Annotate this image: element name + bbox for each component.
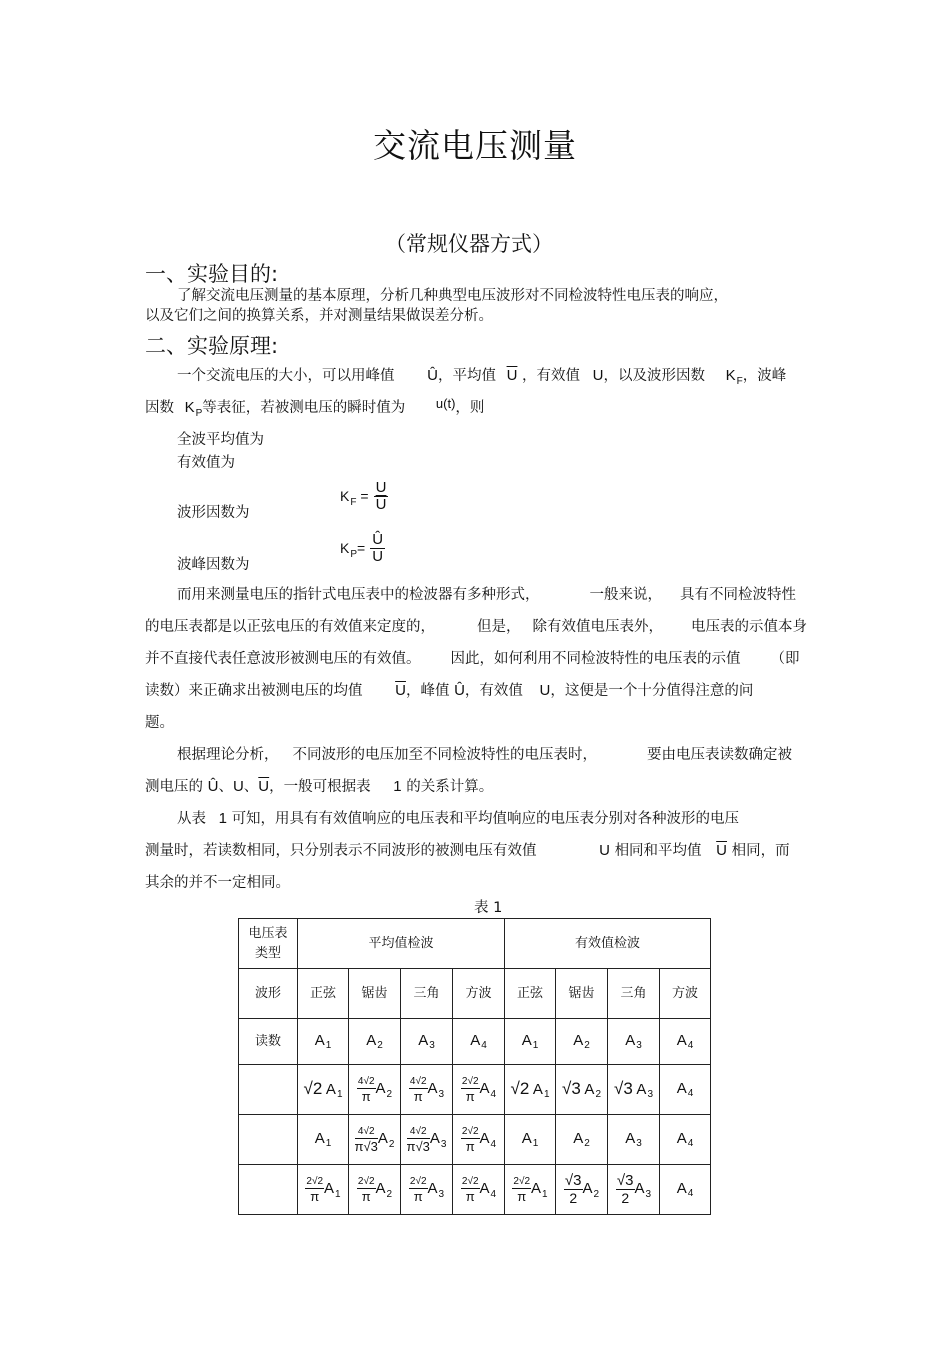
page-title: 交流电压测量: [373, 126, 577, 165]
row-label-empty: [239, 1165, 298, 1215]
waveform-cell: 正弦: [505, 969, 556, 1019]
table-row: [239, 1019, 711, 1065]
page-subtitle: （常规仪器方式）: [385, 232, 553, 256]
formula-cell: √2 $A_1$: [298, 1065, 349, 1115]
formula-cell: $\frac{2√2}{\pi}$ $A_1$: [505, 1165, 556, 1215]
formula-cell: $\frac{√3}{2}$ $A_2$: [556, 1165, 608, 1215]
formula-cell: $\frac{2√2}{\pi}$ $A_3$: [401, 1165, 453, 1215]
rms-label: 有效值为: [177, 455, 235, 471]
form-factor-label: 波形因数为: [177, 505, 250, 521]
waveform-cell: 三角: [608, 969, 660, 1019]
reading-cell: $A_3$: [608, 1019, 660, 1065]
kp-symbol: $K_P$: [184, 399, 203, 419]
reading-cell: $A_2$: [349, 1019, 401, 1065]
formula-cell: $A_4$: [660, 1115, 711, 1165]
reading-cell: $A_3$: [401, 1019, 453, 1065]
reading-cell: $A_4$: [453, 1019, 505, 1065]
reading-cell: $A_1$: [505, 1019, 556, 1065]
kf-symbol: $K_F$: [725, 367, 743, 387]
formula-cell: $A_4$: [660, 1065, 711, 1115]
formula-cell: $\frac{4√2}{\pi}$ $A_3$: [401, 1065, 453, 1115]
crest-factor-label: 波峰因数为: [177, 557, 250, 573]
waveform-cell: 三角: [401, 969, 453, 1019]
reading-cell: $A_4$: [660, 1019, 711, 1065]
formula-cell: $\frac{4√2}{\pi√3}$ $A_2$: [349, 1115, 401, 1165]
full-avg-label: 全波平均值为: [177, 432, 264, 448]
table-row: [239, 1065, 711, 1115]
p4-line2: 测量时，若读数相同，只分别表示不同波形的被测电压有效值 U 相同和平均值 $\overline{U}$ 相同，而: [145, 842, 790, 859]
section2-heading: 二、实验原理:: [145, 334, 279, 358]
formula-cell: $\frac{4√2}{\pi}$ $A_2$: [349, 1065, 401, 1115]
formula-cell: √2 $A_1$: [505, 1065, 556, 1115]
waveform-label: 波形: [239, 969, 298, 1019]
reading-label: 读数: [239, 1019, 298, 1065]
table-1: [238, 918, 711, 1215]
section1-line1: 了解交流电压测量的基本原理，分析几种典型电压波形对不同检波特性电压表的响应，: [177, 288, 728, 304]
p3-line2: 测电压的 Û、U、$\overline{U}$，一般可根据表 1 的关系计算。: [145, 778, 494, 795]
formula-cell: $\frac{2√2}{\pi}$ $A_2$: [349, 1165, 401, 1215]
formula-cell: $A_3$: [608, 1115, 660, 1165]
waveform-cell: 锯齿: [556, 969, 608, 1019]
formula-cell: $A_1$: [298, 1115, 349, 1165]
rms-group-header: 有效值检波: [505, 919, 711, 969]
waveform-cell: 锯齿: [349, 969, 401, 1019]
formula-cell: $A_4$: [660, 1165, 711, 1215]
formula-cell: √3 $A_2$: [556, 1065, 608, 1115]
formula-cell: $A_2$: [556, 1115, 608, 1165]
p4-line3: 其余的并不一定相同。: [145, 875, 290, 891]
avg-symbol: $\overline{U}$: [506, 367, 518, 384]
formula-cell: $\frac{2√2}{\pi}$ $A_4$: [453, 1065, 505, 1115]
row-label-empty: [239, 1065, 298, 1115]
formula-cell: $\frac{2√2}{\pi}$ $A_1$: [298, 1165, 349, 1215]
p3-line1: 根据理论分析， 不同波形的电压加至不同检波特性的电压表时， 要由电压表读数确定被: [177, 747, 792, 763]
type-header: 电压表 类型: [239, 919, 298, 969]
section1-line2: 以及它们之间的换算关系，并对测量结果做误差分析。: [145, 308, 493, 324]
p2-line4: 读数）来正确求出被测电压的均值 $\overline{U}$，峰值 Û，有效值 U，这便是一个十分值得注意的问: [145, 682, 754, 699]
reading-cell: $A_2$: [556, 1019, 608, 1065]
waveform-cell: 正弦: [298, 969, 349, 1019]
table-row: [239, 1115, 711, 1165]
kf-formula: $K_F$ = $\frac{U}{U}$: [340, 479, 387, 513]
formula-cell: √3 $A_3$: [608, 1065, 660, 1115]
table-row: [239, 969, 711, 1019]
peak-symbol: Û: [427, 367, 438, 384]
p2-line1: 而用来测量电压的指针式电压表中的检波器有多种形式， 一般来说， 具有不同检波特性: [177, 587, 796, 603]
kp-formula: $K_P=$ $\frac{Û}{U}$: [340, 531, 384, 565]
formula-cell: $\frac{4√2}{\pi√3}$ $A_3$: [401, 1115, 453, 1165]
formula-cell: $\frac{2√2}{\pi}$ $A_4$: [453, 1115, 505, 1165]
p1-line1: 一个交流电压的大小，可以用峰值 Û，平均值 $\overline{U}$ ，有效值 U，以及波形因数 $K_F$，波峰: [177, 367, 787, 387]
reading-cell: $A_1$: [298, 1019, 349, 1065]
row-label-empty: [239, 1115, 298, 1165]
table-row: [239, 919, 711, 969]
formula-cell: $\frac{√3}{2}$ $A_3$: [608, 1165, 660, 1215]
formula-cell: $\frac{2√2}{\pi}$ $A_4$: [453, 1165, 505, 1215]
ut-symbol: u(t): [435, 396, 456, 411]
p2-line3: 并不直接代表任意波形被测电压的有效值。 因此，如何利用不同检波特性的电压表的示值 （即: [145, 651, 800, 667]
waveform-cell: 方波: [453, 969, 505, 1019]
section1-heading: 一、实验目的:: [145, 262, 279, 286]
formula-cell: $A_1$: [505, 1115, 556, 1165]
table-caption: 表 1: [474, 900, 503, 916]
avg-group-header: 平均值检波: [298, 919, 505, 969]
table-row: [239, 1165, 711, 1215]
p2-line5: 题。: [145, 715, 174, 731]
rms-symbol: U: [592, 367, 604, 384]
p4-line1: 从表 1 可知，用具有有效值响应的电压表和平均值响应的电压表分别对各种波形的电压: [177, 810, 740, 827]
p2-line2: 的电压表都是以正弦电压的有效值来定度的， 但是， 除有效值电压表外， 电压表的示值本身: [145, 619, 807, 635]
p1-line2: 因数 $K_P$等表征，若被测电压的瞬时值为 u(t)，则: [145, 396, 485, 419]
waveform-cell: 方波: [660, 969, 711, 1019]
